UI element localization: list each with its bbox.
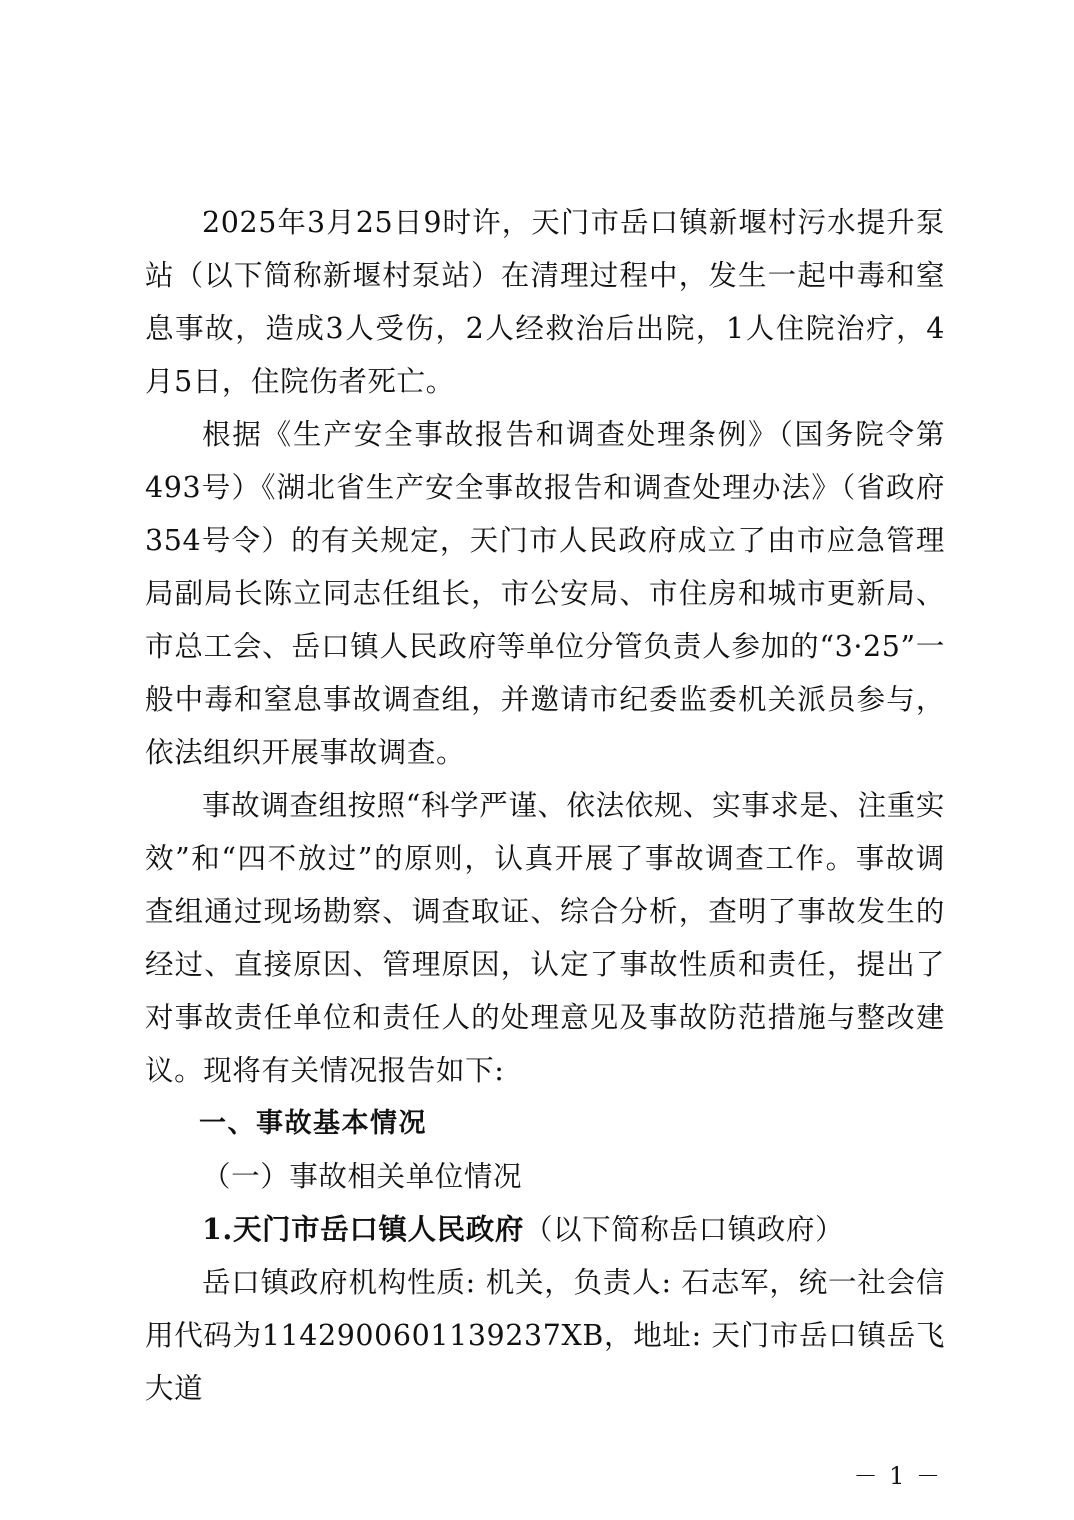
subsection-heading: （一）事故相关单位情况: [202, 1160, 523, 1193]
unit-heading: [145, 1203, 945, 1256]
unit-description-paragraph: 岳口镇政府机构性质: 机关，负责人: 石志军，统一社会信用代码为1142900601139237XB，地址: 天门市岳口镇岳飞大道: [145, 1266, 945, 1405]
unit-heading-title: 1.天门市岳口镇人民政府: [202, 1212, 524, 1246]
intro-paragraph: 2025年3月25日9时许，天门市岳口镇新堰村污水提升泵站（以下简称新堰村泵站）在清理过程中，发生一起中毒和窒息事故，造成3人受伤，2人经救治后出院，1人住院治疗，4月5日，住院伤者死亡。: [145, 206, 945, 398]
legal-basis-paragraph: 根据《生产安全事故报告和调查处理条例》（国务院令第493号）《湖北省生产安全事故报告和调查处理办法》（省政府354号令）的有关规定，天门市人民政府成立了由市应急管理局副局长陈立同志任组长，市公安局、市住房和城市更新局、市总工会、岳口镇人民政府等单位分管负责人参加的“3·25”一般中毒和窒息事故调查组，并邀请市纪委监委机关派员参与，依法组织开展事故调查。: [145, 418, 945, 769]
page-number: － 1 －: [853, 1462, 942, 1490]
document-body: [145, 196, 945, 1415]
investigation-paragraph: 事故调查组按照“科学严谨、依法依规、实事求是、注重实效”和“四不放过”的原则，认真开展了事故调查工作。事故调查组通过现场勘察、调查取证、综合分析，查明了事故发生的经过、直接原因、管理原因，认定了事故性质和责任，提出了对事故责任单位和责任人的处理意见及事故防范措施与整改建议。现将有关情况报告如下:: [145, 789, 945, 1087]
section-heading: 一、事故基本情况: [199, 1108, 427, 1139]
unit-heading-note: （以下简称岳口镇政府）: [523, 1213, 845, 1246]
